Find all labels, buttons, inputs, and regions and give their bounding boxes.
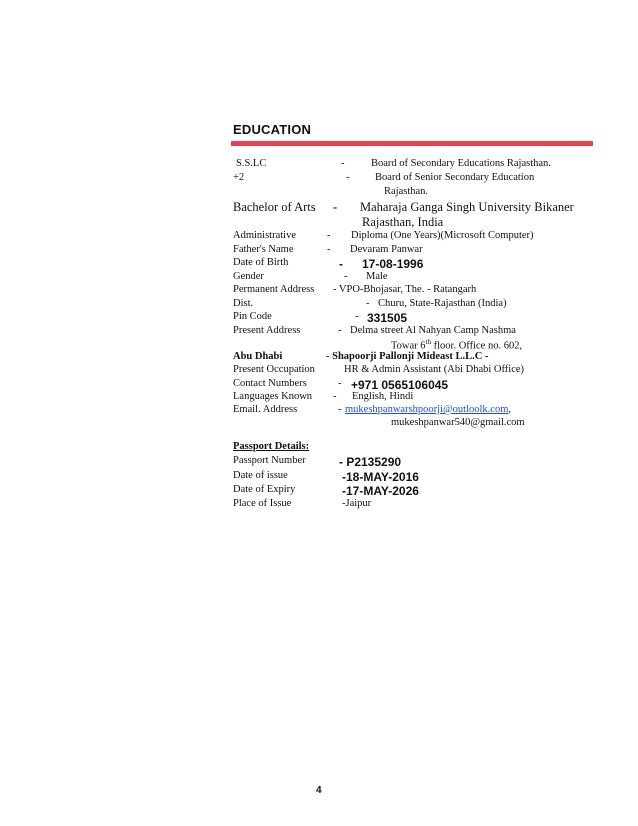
row-sslc — [0, 158, 638, 172]
row-date-expiry — [0, 484, 638, 498]
occupation-value: HR & Admin Assistant (Abi Dhabi Office) — [344, 364, 525, 375]
row-email-2 — [0, 417, 638, 431]
dist-label: Dist. — [233, 298, 254, 309]
present-value-floor: floor. Office no. 602, — [431, 340, 523, 352]
ba-dash: - — [333, 200, 338, 214]
gender-value: Male — [366, 271, 388, 282]
gender-label: Gender — [233, 271, 264, 282]
row-dob — [0, 257, 638, 271]
father-label: Father's Name — [233, 244, 294, 255]
admin-value: Diploma (One Years)(Microsoft Computer) — [351, 230, 534, 241]
languages-dash: - — [333, 391, 337, 402]
abudhabi-label: Abu Dhabi — [233, 351, 283, 362]
occupation-label: Present Occupation — [233, 364, 315, 375]
plus2-dash: - — [346, 172, 350, 183]
admin-dash: - — [327, 230, 331, 241]
languages-label: Languages Known — [233, 391, 313, 402]
plus2-value-cont: Rajasthan. — [384, 186, 429, 197]
passport-number-value: - P2135290 — [339, 455, 402, 469]
dob-dash: - — [339, 257, 343, 271]
sslc-dash: - — [341, 158, 345, 169]
row-place-issue — [0, 498, 638, 512]
passport-title: Passport Details: — [233, 441, 310, 452]
place-issue-label: Place of Issue — [233, 498, 292, 509]
row-plus2-cont — [0, 186, 638, 200]
email-label: Email. Address — [233, 404, 298, 415]
row-ba — [0, 200, 638, 216]
row-email — [0, 404, 638, 418]
present-value: Delma street Al Nahyan Camp Nashma — [350, 325, 516, 336]
ba-value: Maharaja Ganga Singh University Bikaner — [360, 200, 574, 214]
email-comma: , — [508, 404, 511, 415]
contact-value: +971 0565106045 — [351, 378, 449, 392]
present-value-sup: th — [425, 338, 431, 346]
heading-rule — [231, 141, 593, 146]
ba-value-cont: Rajasthan, India — [362, 215, 444, 229]
ba-label: Bachelor of Arts — [233, 200, 316, 214]
pin-label: Pin Code — [233, 311, 272, 322]
row-passport-title — [0, 441, 638, 455]
row-permanent — [0, 284, 638, 298]
sslc-label: S.S.LC — [236, 158, 267, 169]
father-dash: - — [327, 244, 331, 255]
permanent-label: Permanent Address — [233, 284, 315, 295]
dist-dash: - — [366, 298, 370, 309]
row-father — [0, 244, 638, 258]
row-languages — [0, 391, 638, 405]
present-dash: - — [338, 325, 342, 336]
page-number: 4 — [316, 785, 322, 796]
row-occupation — [0, 364, 638, 378]
row-passport-number — [0, 455, 638, 469]
admin-label: Administrative — [233, 230, 296, 241]
row-date-issue — [0, 470, 638, 484]
sslc-value: Board of Secondary Educations Rajasthan. — [371, 158, 551, 169]
row-gender — [0, 271, 638, 285]
section-heading: EDUCATION — [233, 122, 312, 137]
date-issue-label: Date of issue — [233, 470, 288, 481]
dob-value: 17-08-1996 — [362, 257, 424, 271]
contact-label: Contact Numbers — [233, 378, 307, 389]
passport-number-label: Passport Number — [233, 455, 306, 466]
permanent-value: - VPO-Bhojasar, The. - Ratangarh — [333, 284, 477, 295]
email-dash: - — [338, 404, 342, 415]
row-dist — [0, 298, 638, 312]
row-admin — [0, 230, 638, 244]
email-value-2: mukeshpanwar540@gmail.com — [391, 417, 525, 428]
row-abudhabi — [0, 351, 638, 365]
gender-dash: - — [344, 271, 348, 282]
plus2-label: +2 — [233, 172, 245, 183]
row-present-address — [0, 325, 638, 339]
pin-dash: - — [355, 311, 359, 322]
row-ba-cont — [0, 215, 638, 231]
row-present-address-cont — [0, 338, 638, 352]
plus2-value: Board of Senior Secondary Education — [375, 172, 535, 183]
pin-value: 331505 — [367, 311, 408, 325]
present-value-cont — [391, 338, 522, 352]
languages-value: English, Hindi — [352, 391, 414, 402]
email-link[interactable]: mukeshpanwarshpoorji@outloolk.com — [345, 404, 509, 415]
date-expiry-label: Date of Expiry — [233, 484, 296, 495]
present-value-tower: Towar 6 — [391, 340, 426, 352]
dob-label: Date of Birth — [233, 257, 289, 268]
date-expiry-value: -17-MAY-2026 — [342, 484, 419, 498]
email-value[interactable] — [345, 404, 511, 415]
row-pin — [0, 311, 638, 325]
father-value: Devaram Panwar — [350, 244, 423, 255]
date-issue-value: -18-MAY-2016 — [342, 470, 419, 484]
present-label: Present Address — [233, 325, 301, 336]
dist-value: Churu, State-Rajasthan (India) — [378, 298, 507, 309]
row-contact — [0, 378, 638, 392]
row-plus2 — [0, 172, 638, 186]
place-issue-value: -Jaipur — [342, 498, 372, 509]
abudhabi-value: - Shapoorji Pallonji Mideast L.L.C - — [326, 351, 489, 362]
contact-dash: - — [338, 378, 342, 389]
